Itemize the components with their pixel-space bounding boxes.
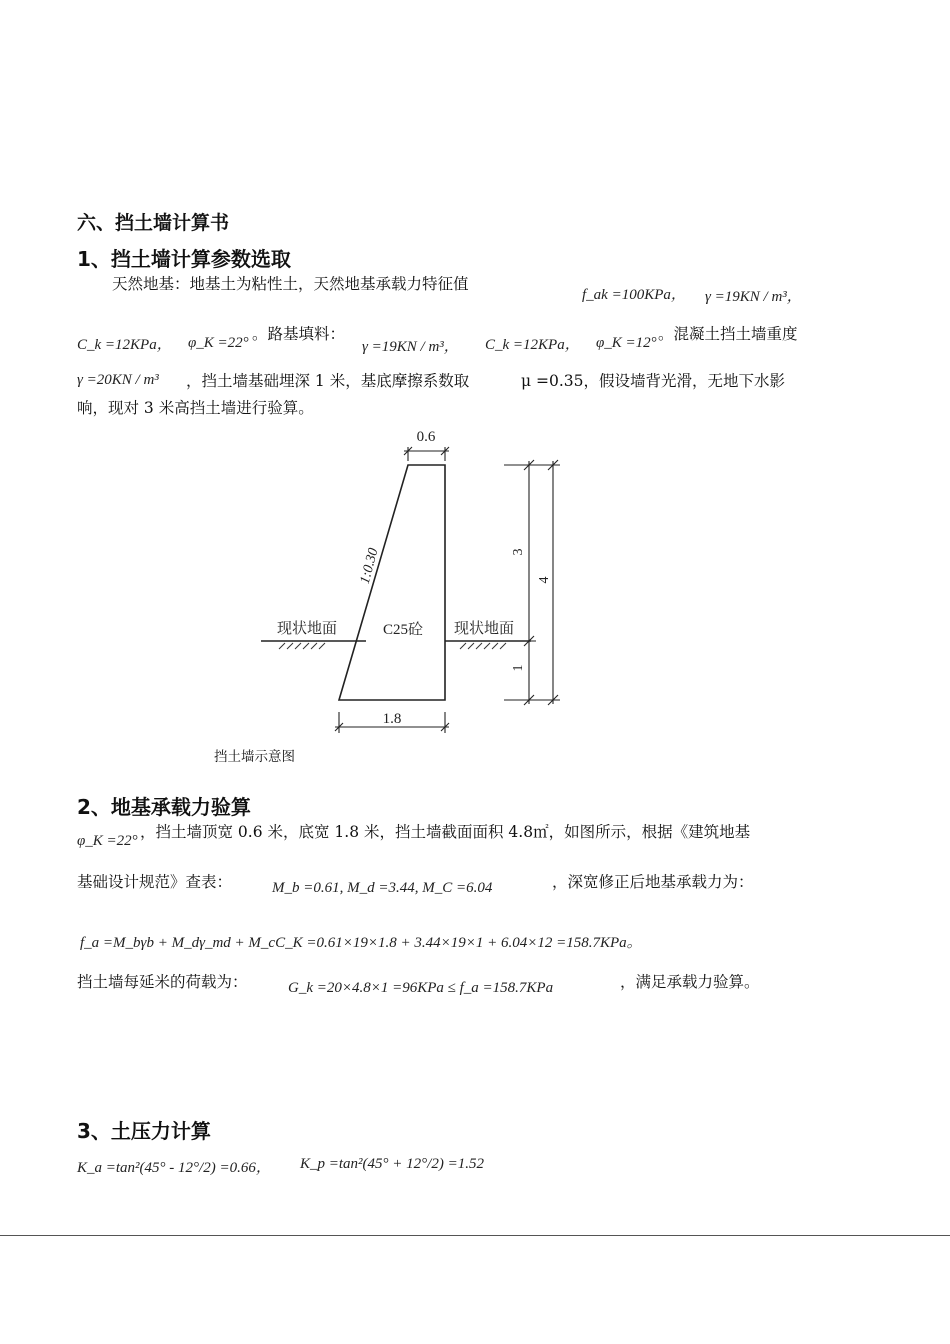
paragraph-check: 响，现对 3 米高挡土墙进行验算。	[77, 399, 314, 417]
formula-kp: K_p =tan²(45° + 12°/2) =1.52	[300, 1156, 484, 1172]
formula-ck-fill: C_k =12KPa，	[485, 337, 580, 353]
formula-gamma-fill: γ =19KN / m³，	[362, 339, 459, 355]
ground-hatch-right	[460, 643, 506, 649]
label-dim-upper: 3	[511, 548, 526, 556]
paragraph-natural-foundation: 天然地基：地基土为粘性土，天然地基承载力特征值	[112, 275, 469, 293]
formula-gamma-natural: γ =19KN / m³，	[705, 289, 802, 305]
heading-parameters: 1、挡土墙计算参数选取	[77, 247, 291, 271]
formula-ck-natural: C_k =12KPa，	[77, 337, 172, 353]
formula-mu: μ =0.35，假设墙背光滑，无地下水影	[521, 372, 786, 390]
label-top-width: 0.6	[416, 429, 436, 445]
formula-f-ak: f_ak =100KPa，	[582, 287, 686, 303]
formula-load: G_k =20×4.8×1 =96KPa ≤ f_a =158.7KPa	[288, 980, 554, 996]
paragraph-load: 挡土墙每延米的荷载为：	[77, 973, 248, 991]
section-title: 六、挡土墙计算书	[77, 212, 230, 234]
label-slope: 1:0.30	[357, 546, 382, 586]
label-material: C25砼	[382, 622, 424, 638]
paragraph-concrete: 。混凝土挡土墙重度	[658, 325, 798, 343]
formula-gamma-concrete: γ =20KN / m³	[77, 372, 159, 388]
formula-coefficients: M_b =0.61, M_d =3.44, M_C =6.04	[272, 880, 493, 896]
paragraph-corrected: ，深宽修正后地基承载力为：	[552, 873, 754, 891]
heading-bearing: 2、地基承载力验算	[77, 795, 251, 819]
label-ground-right: 现状地面	[453, 621, 515, 637]
label-dim-lower: 1	[511, 664, 526, 672]
paragraph-satisfied: ，满足承载力验算。	[620, 973, 760, 991]
wall-section	[339, 465, 445, 700]
formula-ka: K_a =tan²(45° - 12°/2) =0.66，	[77, 1160, 271, 1176]
figure-caption: 挡土墙示意图	[214, 749, 295, 765]
dim-top-width	[404, 447, 449, 461]
formula-phi-fill: φ_K =12°	[596, 335, 657, 351]
page-bottom-rule	[0, 1235, 950, 1236]
paragraph-depth: ，挡土墙基础埋深 1 米，基底摩擦系数取	[186, 372, 470, 390]
formula-bearing-capacity: f_a =M_bγb + M_dγ_md + M_cC_K =0.61×19×1.8 + 3.44×19×1 + 6.04×12 =158.7KPa。	[80, 935, 642, 951]
ground-hatch-left	[279, 643, 325, 649]
heading-earth-pressure: 3、土压力计算	[77, 1119, 211, 1143]
label-bottom-width: 1.8	[382, 711, 402, 727]
formula-phi-natural: φ_K =22°	[188, 335, 249, 351]
paragraph-fill: 。路基填料：	[252, 325, 346, 343]
paragraph-table: 基础设计规范》查表：	[77, 873, 233, 891]
label-dim-total: 4	[537, 576, 552, 584]
paragraph-wall-dims: ，挡土墙顶宽 0.6 米，底宽 1.8 米，挡土墙截面面积 4.8㎡，如图所示，根据《建筑地基	[140, 823, 751, 841]
label-ground-left: 现状地面	[276, 621, 338, 637]
formula-phi-k: φ_K =22°	[77, 833, 138, 849]
